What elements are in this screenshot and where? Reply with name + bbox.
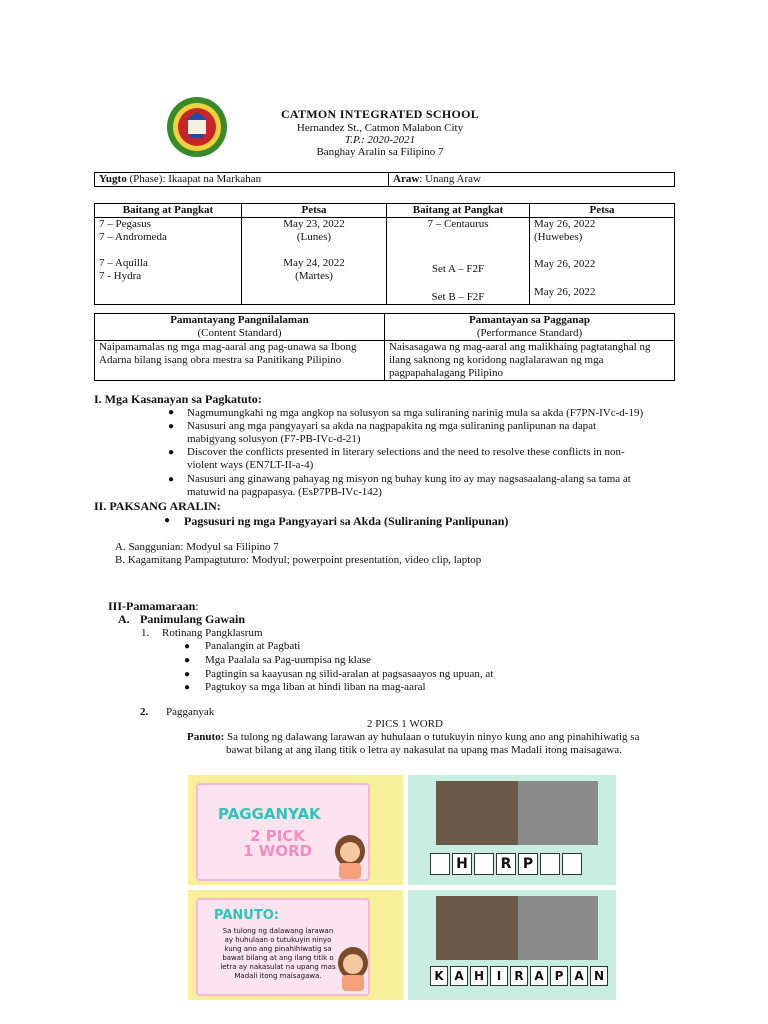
letter-box [430,853,450,875]
school-name: CATMON INTEGRATED SCHOOL [280,107,480,121]
letter-box: P [518,853,538,875]
col-header: Petsa [530,204,675,218]
instruction-line: letra ay nakasulat na upang mas [220,963,336,971]
phase-table [94,172,675,187]
letter-box: A [450,966,468,986]
game-title: 2 PICS 1 WORD [367,718,443,730]
schedule-table [94,203,675,305]
item2-title: Pagganyak [166,706,215,718]
letter-box [562,853,582,875]
slide-title: PAGGANYAK [218,805,321,823]
content-standard-header: Pamantayang Pangnilalaman (Content Standard) [95,314,385,341]
bullet-icon: ● [168,447,175,458]
section3-title: III-Pamamaraan: [108,599,199,613]
objective-item: Discover the conflicts presented in literary selections and the need to resolve these conflicts in non- [187,446,625,458]
item2-num: 2. [140,706,149,718]
letter-box: N [590,966,608,986]
panuto-line1: Panuto: Sa tulong ng dalawang larawan ay huhulaan o tutukuyin ninyo kung ano ang pinahihiwatig sa [187,731,640,743]
letter-box: K [430,966,448,986]
right-dates: May 26, 2022 (Huwebes) May 26, 2022 May 26, 2022 [530,218,675,305]
standards-table [94,313,675,381]
photo-hands-icon [518,896,598,960]
routine-item: Panalangin at Pagbati [205,640,301,652]
instruction-line: kung ano ang pinahihiwatig sa [224,945,332,953]
content-standard-text: Naipamamalas ng mga mag-aaral ang pag-unawa sa Ibong Adarna bilang isang obra mestra sa Panitikang Pilipino [95,341,385,381]
slide-instructions [218,927,338,981]
slide-title: PANUTO: [214,908,279,923]
girl-illustration-icon [336,945,370,991]
instruction-line: bawat bilang at ang ilang titik o [222,954,334,962]
bullet-icon: ● [168,407,175,418]
objective-item: matuwid na pagpapasya. (EsP7PB-IVc-142) [187,486,382,498]
letter-box: R [510,966,528,986]
slide-puzzle-2 [408,890,616,1000]
topic-title: Pagsusuri ng mga Pangyayari sa Akda (Suliraning Panlipunan) [184,514,509,528]
letter-box [540,853,560,875]
instruction-line: Madali itong maisagawa. [234,972,322,980]
objective-item: Nasusuri ang ginawang pahayag ng misyon ng buhay kung ito ay may nagsasaalang-alang sa tama at [187,473,631,485]
sub-a-letter: A. [118,612,130,626]
letter-box: P [550,966,568,986]
slide-grid [188,775,618,1000]
bullet-icon: ● [184,682,191,693]
item1-num: 1. [141,627,150,639]
col-header: Petsa [242,204,387,218]
reference-a: A. Sanggunian: Modyul sa Filipino 7 [115,541,279,553]
section1-title: I. Mga Kasanayan sa Pagkatuto: [94,392,262,406]
photo-hands-icon [518,781,598,845]
section2-title: II. PAKSANG ARALIN: [94,499,221,513]
photo-slum-icon [436,781,518,845]
school-address: Hernandez St., Catmon Malabon City [296,122,464,134]
bullet-icon: ● [184,641,191,652]
col-header: Baitang at Pangkat [387,204,530,218]
objective-item: mabigyang solusyon (F7-PB-IVc-d-21) [187,433,361,445]
left-dates: May 23, 2022 (Lunes) May 24, 2022 (Martes) [242,218,387,305]
instruction-line: Sa tulong ng dalawang larawan [222,927,334,935]
letter-box: H [470,966,488,986]
item1-title: Rotinang Pangklasrum [162,627,263,639]
reference-b: B. Kagamitang Pampagtuturo: Modyul; powerpoint presentation, video clip, laptop [115,554,482,566]
slide-panuto [188,890,403,1000]
photo-slum-icon [436,896,518,960]
bullet-icon: ● [164,515,171,526]
bullet-icon: ● [168,474,175,485]
school-year: T.P.: 2020-2021 [344,134,416,146]
plan-title: Banghay Aralin sa Filipino 7 [316,146,444,158]
routine-item: Pagtingin sa kaayusan ng silid-aralan at pagsasaayos ng upuan, at [205,668,494,680]
letter-box: R [496,853,516,875]
letter-box: H [452,853,472,875]
answer-row [430,966,608,986]
objective-item: Nasusuri ang mga pangyayari sa akda na nagpapakita ng mga suliraning panlipunan na dapat [187,420,597,432]
letter-box: I [490,966,508,986]
araw-cell: Araw: Unang Araw [389,173,675,187]
sub-a-title: Panimulang Gawain [140,612,246,626]
performance-standard-header: Pamantayan sa Pagganap (Performance Standard) [385,314,675,341]
slide-puzzle-1 [408,775,616,885]
instruction-line: ay huhulaan o tutukuyin ninyo [224,936,332,944]
letter-box: A [530,966,548,986]
performance-standard-text: Naisasagawa ng mag-aaral ang malikhaing pagtatanghal ng ilang saknong ng koridong naglalarawan ng mga pagpapahalagang Pilipino [385,341,675,381]
col-header: Baitang at Pangkat [95,204,242,218]
letter-box [474,853,494,875]
slide-pagganyak [188,775,403,885]
yugto-cell: Yugto (Phase): Ikaapat na Markahan [95,173,389,187]
routine-item: Pagtukoy sa mga liban at hindi liban na mag-aaral [205,681,426,693]
routine-item: Mga Paalala sa Pag-uumpisa ng klase [205,654,371,666]
left-sections: 7 – Pegasus 7 – Andromeda 7 – Aquilla 7 - Hydra [95,218,242,305]
panuto-line2: bawat bilang at ang ilang titik o letra ay nakasulat na upang mas Madali itong maisagawa. [226,744,622,756]
bullet-icon: ● [168,421,175,432]
objective-item: Nagmumungkahi ng mga angkop na solusyon sa mga suliraning narinig mula sa akda (F7PN-IVc-d-19) [187,407,644,419]
slide-subtitle: 2 PICK 1 WORD [243,827,312,860]
school-logo [166,96,228,158]
letter-row [430,853,582,875]
bullet-icon: ● [184,669,191,680]
letter-box: A [570,966,588,986]
objective-item: violent ways (EN7LT-II-a-4) [187,459,314,471]
right-sections: 7 – Centaurus Set A – F2F Set B – F2F [387,218,530,305]
girl-illustration-icon [333,833,367,879]
bullet-icon: ● [184,655,191,666]
